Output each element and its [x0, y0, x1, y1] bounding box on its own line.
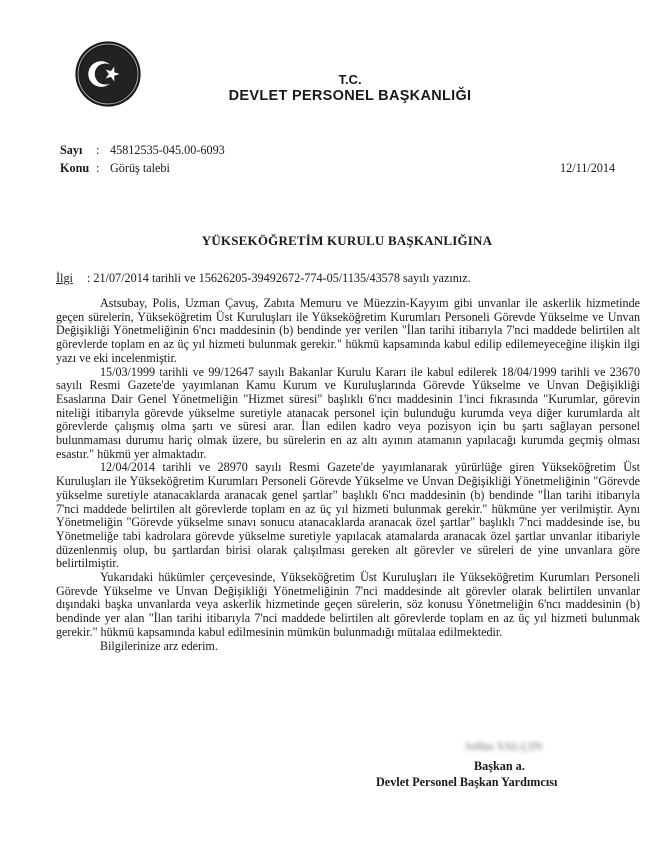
body-paragraph: Astsubay, Polis, Uzman Çavuş, Zabıta Memuru ve Müezzin-Kayyım gibi unvanlar ile askerlik hizmetinde geçen sürelerin, Yükseköğretim Üst Kuruluşları ile Yükseköğretim Kurumları Personeli Görevde Yükselme ve Unvan Değişikliği Yönetmeliğinin 6'ncı maddesinin (b) bendinde yer verilen "İlan tarihi itibarıyla 7'nci maddede belirtilen alt görevlerde toplam en az üç yıl hizmeti bulunmak gerekir." hükmü kapsamında kabul edilip edilemeyeceğine ilişkin ilgi yazı ve eki incelenmiştir. [56, 296, 640, 365]
konu-label: Konu [60, 161, 90, 175]
signatory-name: Selim YALÇIN [465, 739, 543, 753]
ilgi-label: İlgi [56, 271, 73, 285]
header-department: DEVLET PERSONEL BAŞKANLIĞI [228, 88, 472, 104]
body-paragraph: 15/03/1999 tarihli ve 99/12647 sayılı Bakanlar Kurulu Kararı ile kabul edilerek 18/04/1999 tarihli ve 23670 sayılı Resmi Gazete'de yayımlanan Kamu Kurum ve Kuruluşlarında Görevde Yükselme ve Unvan Değişikliği Esaslarına Dair Genel Yönetmeliğin "Hizmet süresi" başlıklı 6'ncı maddesinin 1'inci fıkrasında "Kurumlar, görevin niteliği itibarıyla görevde yükselme suretiyle atanacak personel için bulunduğu kurumda veya diğer kurumlarda alt görevlerde çalışmış olma şartı ve süresi arar. İlan edilen kadro veya pozisyon için bu şartı sağlayan personel bulunmaması durumu hariç olmak üzere, bu sürelerin en az altı ayının atamanın yapılacağı kurumda geçmiş olması esastır." hükmü yer almaktadır. [56, 364, 640, 461]
sayi-value: 45812535-045.00-6093 [110, 143, 225, 157]
sayi-label: Sayı [60, 143, 83, 157]
konu-value: Görüş talebi [110, 161, 170, 175]
document-date: 12/11/2014 [560, 161, 616, 175]
body-closing: Bilgilerinize arz ederim. [100, 638, 218, 653]
sayi-colon: : [96, 143, 100, 157]
addressee-heading: YÜKSEKÖĞRETİM KURULU BAŞKANLIĞINA [201, 233, 493, 248]
ilgi-line [56, 271, 471, 286]
header-tc: T.C. [338, 72, 362, 87]
body-paragraph: 12/04/2014 tarihli ve 28970 sayılı Resmi Gazete'de yayımlanarak yürürlüğe giren Yükseköğretim Üst Kuruluşları ile Yükseköğretim Kurumları Personeli Görevde Yükselme ve Unvan Değişikliği Yönetmeliğinin "Görevde yükselme suretiyle atanacaklarda aranacak genel şartlar" başlıklı 6'ncı maddesinin (b) bendinde "İlan tarihi itibarıyla 7'nci maddede belirtilen alt görevlerde toplam en az üç yıl hizmeti bulunmak gerekir." hükmüne yer verilmiştir. Aynı Yönetmeliğin "Görevde yükselme sınavı sonucu atanacaklarda aranacak özel şartlar" başlıklı 7'nci maddesinde ise, bu Yönetmeliğe tabi kadrolara görevde yükselme suretiyle yapılacak atamalarda aranacak özel şartlar unvanlar itibariyle düzenlenmiş olup, bu şartlardan birisi olarak çalışılması gereken alt görevler ve süreleri de yine unvanlara göre belirtilmiştir. [56, 460, 640, 571]
ilgi-text: : 21/07/2014 tarihli ve 15626205-39492672-774-05/1135/43578 sayılı yazınız. [86, 271, 471, 285]
signatory-role: Devlet Personel Başkan Yardımcısı [376, 775, 558, 789]
konu-colon: : [96, 161, 100, 175]
signatory-title: Başkan a. [474, 759, 525, 773]
body-paragraph: Yukarıdaki hükümler çerçevesinde, Yükseköğretim Üst Kuruluşları ile Yükseköğretim Kurumları Personeli Görevde Yükselme ve Unvan Değişikliği Yönetmeliğinin 7'nci maddesinde alt görevler olarak belirtilen unvanlar dışındaki başka unvanlarda veya askerlik hizmetinde geçen sürelerin, söz konusu Yönetmeliğin 6'ncı maddesinin (b) bendinde yer alan "İlan tarihi itibarıyla 7'nci maddede belirtilen alt görevlerde toplam en az üç yıl hizmeti bulunmak gerekir." hükmü kapsamında kabul edilmesinin mümkün bulunmadığı mütalaa edilmektedir. [56, 570, 640, 639]
letter-body [56, 297, 640, 653]
